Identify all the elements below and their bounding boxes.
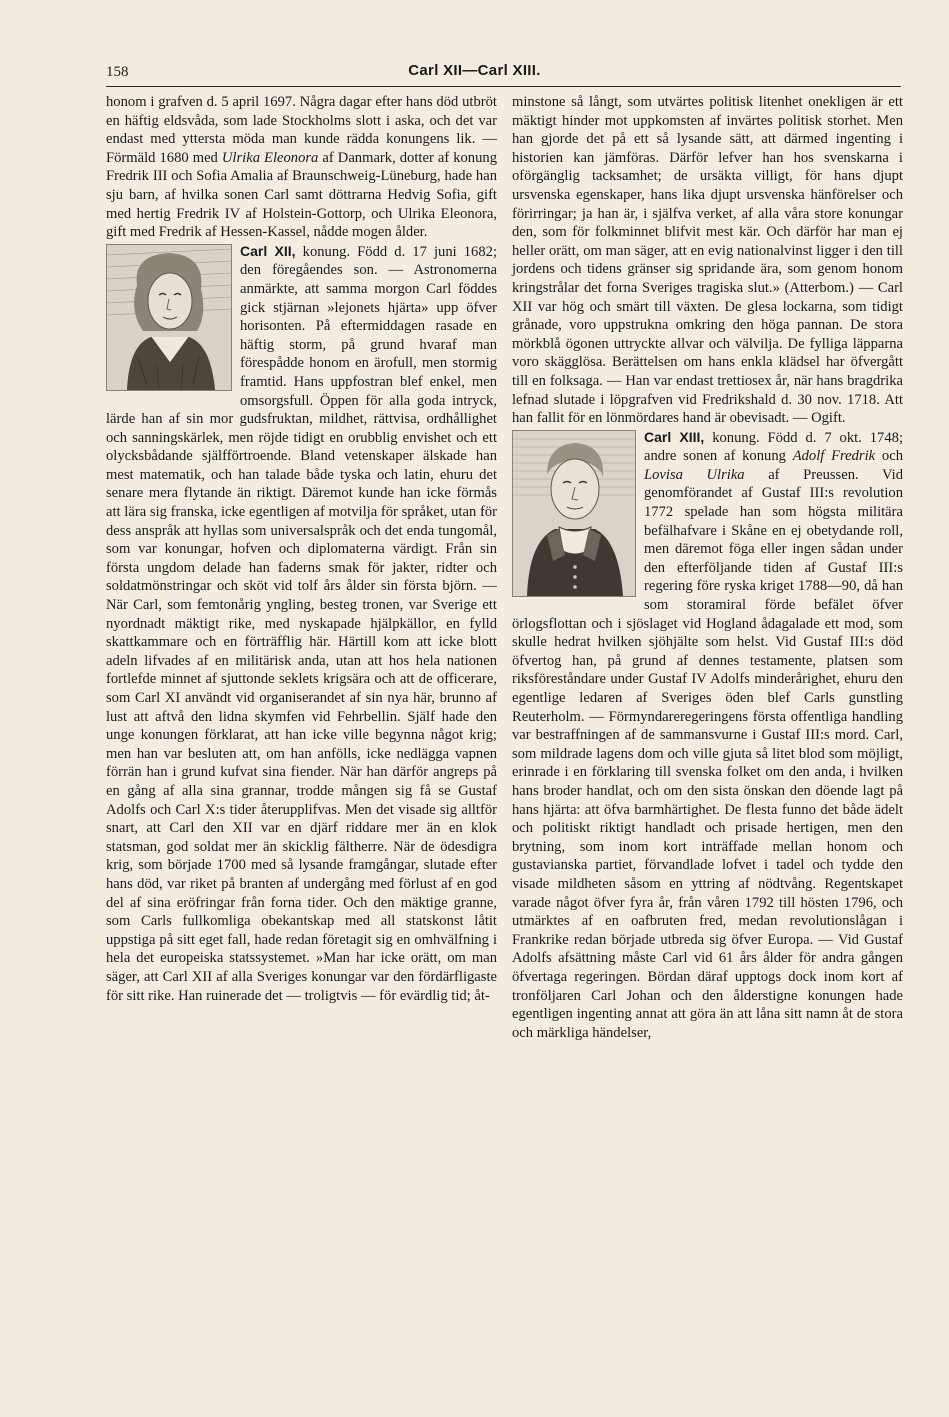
intro-rest: af Danmark, dotter af konung Fredrik III och Sofia Amalia af Braunschweig-Lüneburg, hade han sju barn, af hvilka sonen Carl samt döttrarna Hedvig Sofia, gift med hertig Fredrik IV af Holstein-Gottorp, och Ulrika Eleonora, gift med Fredrik af Hessen-Kassel, nådde mogen ålder. bbox=[106, 149, 497, 241]
entry-carl-xiii bbox=[512, 428, 903, 1043]
paragraph-intro bbox=[106, 93, 497, 242]
name-lovisa-ulrika: Lovisa Ulrika bbox=[644, 466, 745, 483]
entry-text-carl-xiii-b: och bbox=[875, 448, 903, 465]
running-head: Carl XII—Carl XIII. bbox=[408, 62, 541, 79]
portrait-carl-xiii-engraving bbox=[513, 431, 635, 596]
entry-text-carl-xiii-c: af Preussen. Vid genomförandet af Gustaf III:s revolution 1772 spelade han som högsta militära befälhafvare i Skåne en ej obetydande roll, men däremot föga eller ingen sådan under den efterföljande tiden af Gustaf III:s regering före ryska kriget 1788—90, då han som storamiral förde befälet öfver örlogsflottan och i sjöslaget vid Hogland ådagalade ett mod, som skulle hedrat hvilken sjöhjälte som helst. Vid Gustaf III:s död öfvertog han, på grund af dennes testamente, platsen som riksföreståndare under Gustaf IV Adolfs minderårighet, ehuru den egentlige ledaren af Sveriges öden blef Carls gunstling Reuterholm. — Förmyndareregeringens första offentliga handling var bestraffningen af de sammansvurne i Gustaf III:s mord. Carl, som mildrade lagens dom och ville gjuta så litet blod som möjligt, erinrade i en förklaring till svenska folket om den anda, i hvilken hans broder handlat, och om den sista önskan den döende lagt på hans hjärta: att öfva barmhärtighet. De flesta funno det både ädelt och politiskt riktigt handladt och prisade hertigen, men den brytning, som inom kort inträffade mellan honom och gustavianska partiet, förvandlade lofvet i tadel och tydde den visade mildheten såsom en yttring af nödtvång. Regentskapet varade något öfver fyra år, från våren 1792 till hösten 1796, och utmärktes af en oafbruten fred, medan revolutionslågan i Frankrike redan började utbreda sig öfver Europa. — Vid Gustaf Adolfs afsättning måste Carl vid 61 års ålder för andra gången öfvertaga regeringen. Bördan däraf upptogs dock inom kort af tronföljaren Carl Johan och den ålderstigne konungen hade egentligen ingenting annat att göra än att låna sitt namn åt de stora och märkliga händelser, bbox=[512, 466, 903, 1041]
right-column bbox=[512, 93, 903, 1042]
portrait-carl-xii-engraving bbox=[107, 245, 231, 390]
intro-name-ulrika-eleonora: Ulrika Eleonora bbox=[221, 149, 319, 166]
entry-carl-xii bbox=[106, 242, 497, 1005]
entry-text-carl-xiii-a: konung. Född d. 7 okt. 1748; andre sonen af konung bbox=[644, 429, 903, 465]
left-column bbox=[106, 93, 497, 1005]
entry-heading-carl-xiii: Carl XIII, bbox=[644, 428, 705, 445]
entry-text-carl-xii: konung. Född d. 17 juni 1682; den föregåendes son. — Astronomerna anmärkte, att samma morgon Carl föddes gick stjärnan »lejonets hjärta» upp öfver horisonten. På eftermiddagen rasade en häftig storm, på grund hvaraf man förespådde honom en ärofull, men stormig framtid. Hans uppfostran blef enkel, men omsorgsfull. Öppen för alla goda intryck, lärde han af sin mor gudsfruktan, mildhet, rättvisa, ordhållighet och sanningskärlek, men röjde tidigt en orubblig envishet och ett olycksbådande själfförtroende. Bland vetenskaper älskade han mest matematik, och han talade både tyska och latin, ehuru det senare mera flytande än riktigt. Däremot kunde han icke förmås att lära sig franska, icke egentligen af motvilja för språket, utan för dess anspråk att hyllas som universalspråk och det enda tungomål, som var konungar, hofven och diplomaterna värdigt. Från sin första ungdom delade han faderns smak för jakter, ridter och soldatmönstringar och sköt vid tolf års ålder sin första björn. — När Carl, som femtonårig yngling, besteg tronen, var Sverige ett nyordnadt mäktigt rike, med nyskapade hjälpkällor, en fylld skattkammare och en förträfflig här. Härtill kom att icke blott adeln lifvades af en militärisk anda, utan att hos hela nationen fortlefde minnet af sjuttonde seklets krigsära och att de officerare, som Carl XI användt vid organiserandet af sin nya här, brunno af lust att aftvå den lidna skymfen vid Fehrbellin. Själf hade den unge konungen förklarat, att han icke ville begynna något krig; men han var besluten att, om han anfölls, icke nedlägga vapnen förrän han i grund kufvat sina fiender. När han därför angreps på en gång af alla sina grannar, trodde mången sig få se Gustaf Adolfs och Carl X:s tider återupplifvas. Men det visade sig alltför snart, att Carl den XII var en djärf riddare mer än en klok statsman, god soldat mer än skicklig fältherre. När de ödesdigra krig, som började 1700 med så lysande framgångar, slutade efter hans död, var riket på branten af undergång med förlust af en god del af sina eröfringar från forna tider. Och den mäktige granne, som Carls fullkomliga obekantskap med all statskonst låtit uppstiga på sitt eget fall, hade redan företagit sig en omhvälfning i hela det europeiska statssystemet. »Man har icke orätt, om man säger, att Carl XII af alla Sveriges konungar var den fördärfligaste för sitt rike. Han ruinerade det — troligtvis — för evärdlig tid; åt- bbox=[106, 243, 498, 1004]
portrait-carl-xii bbox=[106, 244, 232, 391]
page-number: 158 bbox=[106, 64, 129, 80]
portrait-carl-xiii bbox=[512, 430, 636, 597]
header-rule bbox=[106, 86, 901, 87]
entry-heading-carl-xii: Carl XII, bbox=[240, 242, 296, 259]
name-adolf-fredrik: Adolf Fredrik bbox=[792, 448, 876, 465]
intro-text: honom i grafven d. 5 april 1697. Några dagar efter hans död utbröt en häftig eldsvåda, som lade Stockholms slott i aska, och det var endast med yttersta möda man kunde rädda konungens lik. — Förmäld 1680 med bbox=[106, 94, 497, 166]
paragraph-continuation: minstone så långt, som utvärtes politisk litenhet onekligen är ett mäktigt hinder mot uppkomsten af invärtes politisk storhet. Men han gjorde det på ett så lysande sätt, att därmed ingenting i historien kan jämföras. Därför lefver han hos svenskarna i oförgänglig tacksamhet; de ursäkta villigt, för hans djupt ursvenska egenskaper, hans lika djupt ursvenska hänförelser och förirringar; ja han är, i själfva verket, af alla våra store konungar den, som för folkminnet blifvit mest kär. Och därför har man ej heller orätt, om man säger, att en evig nationalvinst ligger i den till jordens och tidens gränser sig spridande ära, som genom honom kringstrålar det forna Sveriges tragiska slut.» (Atterbom.) — Carl XII var hög och smärt till växten. De glesa lockarna, som tidigt grånade, voro uppstrukna omkring den höga pannan. De stora mörkblå ögonen uttryckte allvar och välvilja. De fylliga läpparna voro skägglösa. Berättelsen om hans enkla klädsel har öfvergått till en folksaga. — Han var endast trettiosex år, när hans bragdrika lefnad slutade i löpgrafven vid Fredrikshald d. 30 nov. 1718. Att han fallit för en lönmördares hand är obevisadt. — Ogift. bbox=[512, 94, 903, 427]
